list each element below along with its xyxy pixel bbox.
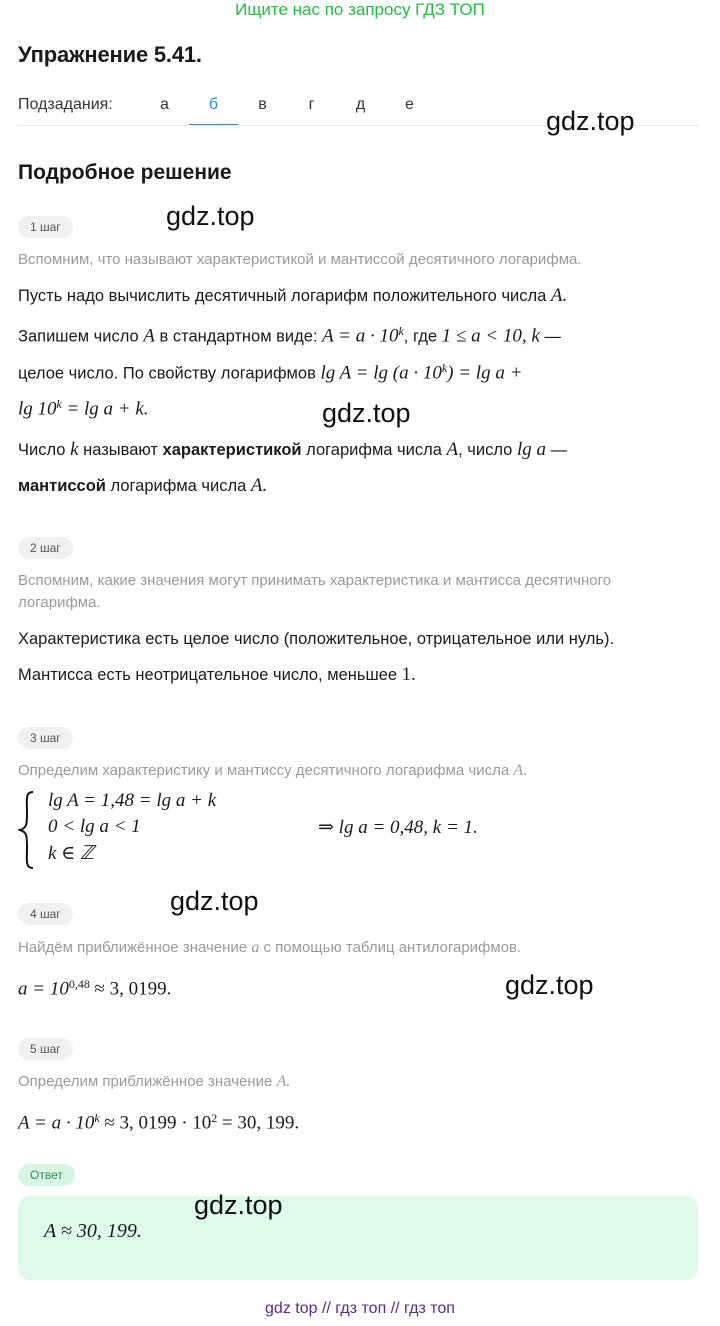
math-formula: 1 ≤ a < 10, k bbox=[441, 325, 540, 347]
text: Определим характеристику и мантиссу десятичного логарифма числа bbox=[18, 762, 510, 779]
text: Определим приближённое значение bbox=[18, 1073, 273, 1090]
step-1-paragraph-6 bbox=[18, 468, 708, 504]
math-formula: a = 10 bbox=[18, 978, 69, 1000]
dash: — bbox=[550, 441, 568, 459]
watermark: gdz.top bbox=[166, 201, 255, 231]
answer-text: A ≈ 30, 199. bbox=[44, 1220, 142, 1242]
text: с помощью таблиц антилогарифмов. bbox=[263, 939, 522, 956]
math-formula: ≈ 3, 0199. bbox=[94, 978, 172, 1000]
step-3-hint bbox=[18, 760, 708, 782]
step-4-pill: 4 шаг bbox=[18, 903, 73, 925]
text: Мантисса есть неотрицательное число, меньшее bbox=[18, 666, 398, 684]
page-title: Упражнение 5.41. bbox=[18, 42, 202, 67]
math-exponent: 0,48 bbox=[68, 977, 90, 991]
tab-a[interactable]: а bbox=[160, 96, 169, 113]
brace-icon bbox=[18, 790, 36, 870]
watermark: gdz.top bbox=[546, 106, 635, 136]
text: логарифма числа bbox=[110, 477, 247, 495]
math-formula: ) = lg a + bbox=[447, 362, 523, 384]
math-var: A. bbox=[250, 475, 268, 496]
tab-b[interactable]: б bbox=[189, 96, 238, 126]
watermark: gdz.top bbox=[194, 1190, 283, 1220]
math-var: lg a bbox=[516, 439, 546, 460]
watermark: gdz.top bbox=[505, 970, 594, 1000]
step-2-pill: 2 шаг bbox=[18, 537, 73, 559]
step-2-paragraph-2 bbox=[18, 657, 708, 693]
text: Число bbox=[18, 441, 66, 459]
text: логарифма числа bbox=[306, 441, 442, 459]
subtask-tabs bbox=[140, 96, 434, 126]
math-formula: lg A = lg (a · 10 bbox=[320, 362, 442, 384]
text: Запишем число bbox=[18, 327, 139, 346]
step-5-hint bbox=[18, 1071, 708, 1093]
step-4-hint bbox=[18, 937, 708, 959]
tab-d[interactable]: д bbox=[355, 96, 366, 113]
math-exponent: 2 bbox=[211, 1111, 218, 1125]
math-var: A. bbox=[513, 762, 528, 779]
answer-pill: Ответ bbox=[18, 1164, 75, 1186]
step-1-paragraph-1 bbox=[18, 278, 708, 314]
step-2-hint-line-2: логарифма. bbox=[18, 594, 101, 611]
term-bold: мантиссой bbox=[18, 477, 106, 495]
text: Пусть надо вычислить десятичный логарифм положительного числа bbox=[18, 287, 547, 305]
watermark: gdz.top bbox=[322, 398, 411, 428]
step-5-formula bbox=[18, 1100, 708, 1142]
system-line-3: k ∈ ℤ bbox=[48, 843, 95, 864]
text: , где bbox=[403, 327, 438, 346]
math-exponent: k bbox=[94, 1111, 100, 1125]
step-1-paragraph-2 bbox=[18, 313, 708, 355]
step-3-pill: 3 шаг bbox=[18, 727, 73, 749]
step-2-hint-line-1: Вспомним, какие значения могут принимать характеристика и мантисса десятичного bbox=[18, 572, 612, 589]
text: называют bbox=[83, 441, 158, 459]
step-1-pill: 1 шаг bbox=[18, 216, 73, 238]
math-formula: = 30, 199. bbox=[221, 1112, 300, 1134]
step-2-paragraph-1: Характеристика есть целое число (положительное, отрицательное или нуль). bbox=[18, 630, 615, 648]
math-formula: ≈ 3, 0199 · 10 bbox=[104, 1112, 212, 1134]
math-var: A bbox=[446, 439, 459, 460]
step-1-hint: Вспомним, что называют характеристикой и мантиссой десятичного логарифма. bbox=[18, 251, 582, 268]
equation-system bbox=[18, 790, 618, 870]
search-banner[interactable]: Ищите нас по запросу ГДЗ ТОП bbox=[235, 0, 485, 19]
math-var: A bbox=[143, 325, 155, 347]
math-exponent: k bbox=[441, 361, 448, 375]
math-exponent: k bbox=[398, 324, 404, 338]
term-bold: характеристикой bbox=[162, 441, 302, 459]
text: в стандартном виде: bbox=[159, 327, 318, 346]
math-formula: = lg a + k. bbox=[66, 398, 149, 420]
tab-e[interactable]: е bbox=[405, 96, 414, 113]
step-4-formula bbox=[18, 966, 708, 1008]
math-formula: A = a · 10 bbox=[18, 1112, 95, 1134]
math-var: A. bbox=[550, 285, 568, 306]
math-var: A. bbox=[276, 1073, 291, 1090]
watermark: gdz.top bbox=[170, 886, 259, 916]
tab-g[interactable]: г bbox=[308, 96, 315, 113]
tab-v[interactable]: в bbox=[258, 96, 267, 113]
footer-links[interactable]: gdz top // гдз топ // гдз топ bbox=[265, 1300, 455, 1317]
math-formula: A = a · 10 bbox=[322, 325, 399, 347]
system-line-2: 0 < lg a < 1 bbox=[48, 816, 141, 837]
math-var: a bbox=[251, 939, 260, 956]
step-1-paragraph-5 bbox=[18, 432, 708, 468]
math-formula: lg 10 bbox=[18, 398, 57, 420]
text: целое число. По свойству логарифмов bbox=[18, 364, 316, 383]
text: Найдём приближённое значение bbox=[18, 939, 248, 956]
math-exponent: k bbox=[56, 397, 62, 411]
dash: — bbox=[544, 327, 561, 346]
subtasks-label: Подзадания: bbox=[18, 96, 113, 113]
step-5-pill: 5 шаг bbox=[18, 1038, 73, 1060]
system-result: ⇒ lg a = 0,48, k = 1. bbox=[318, 817, 478, 838]
system-line-1: lg A = 1,48 = lg a + k bbox=[48, 790, 217, 811]
math-number: 1. bbox=[401, 664, 416, 685]
text: , число bbox=[458, 441, 513, 459]
math-var: k bbox=[70, 439, 79, 460]
section-title: Подробное решение bbox=[18, 161, 232, 184]
